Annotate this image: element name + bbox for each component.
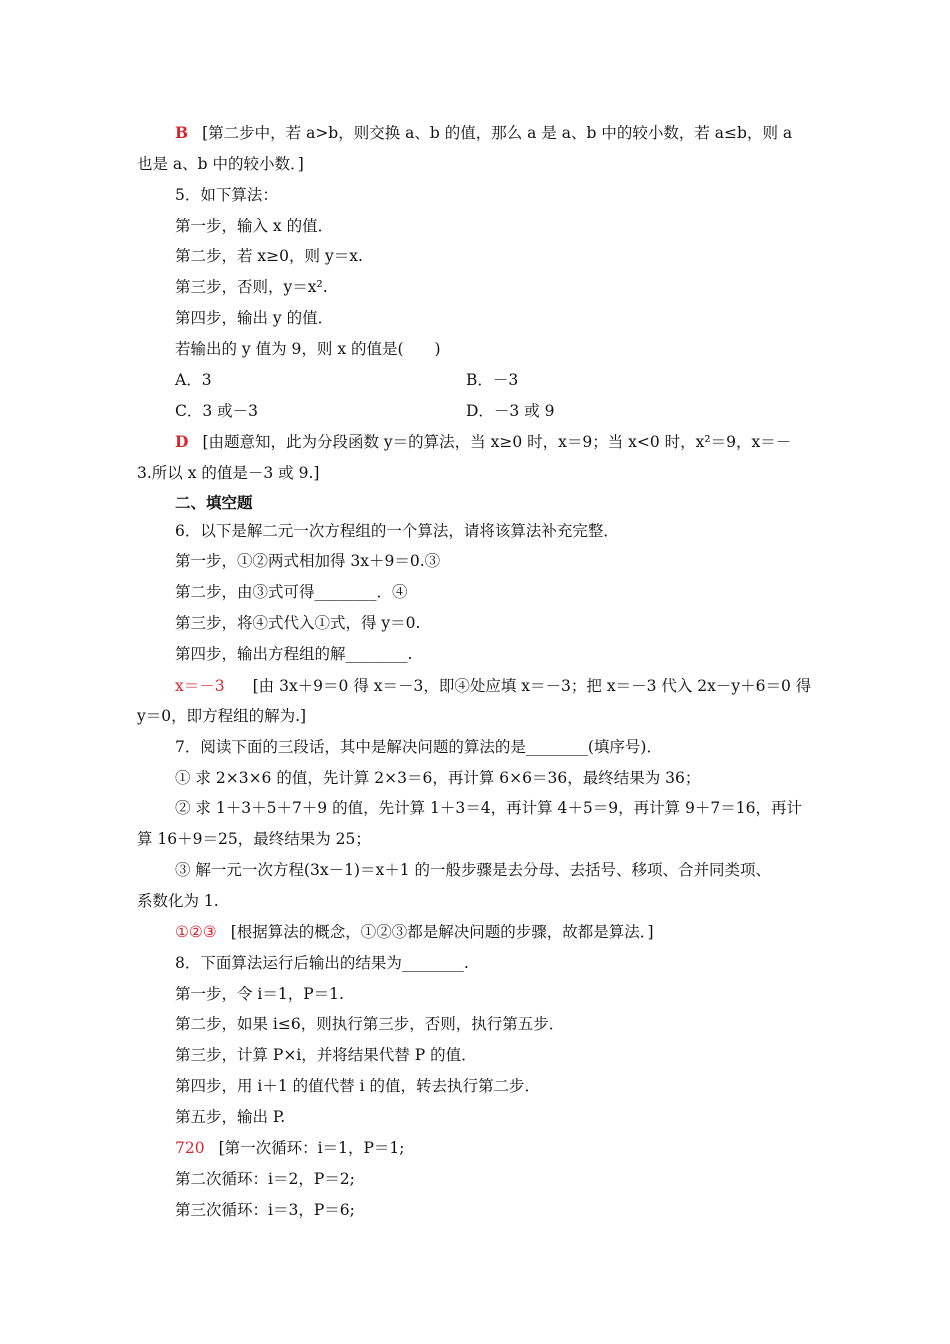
q8-step-2: 第二步，如果 i≤6，则执行第三步，否则，执行第五步．	[175, 1015, 565, 1033]
q5-option-b: B．－3	[466, 371, 519, 389]
q6-answer-line-2: y＝0，即方程组的解为.]	[137, 707, 307, 725]
q6-step-4: 第四步，输出方程组的解________.	[175, 645, 413, 663]
q5-option-a: A．3	[175, 371, 212, 389]
q7-item-3-line-2: 系数化为 1.	[137, 892, 219, 910]
q6-step-2: 第二步，由③式可得________．④	[175, 583, 408, 601]
section-title-fill-in: 二、填空题	[175, 494, 253, 512]
q6-answer-line-1	[175, 675, 855, 697]
q5-step-2: 第二步，若 x≥0，则 y＝x.	[175, 247, 363, 265]
q5-answer-text: [由题意知，此为分段函数 y＝的算法，当 x≥0 时，x＝9；当 x<0 时，x²＝9，x＝－	[202, 433, 792, 451]
q7-answer-text: [根据算法的概念，①②③都是解决问题的步骤，故都是算法．]	[230, 923, 654, 941]
q5-answer-line-2: 3.所以 x 的值是－3 或 9.]	[137, 464, 320, 482]
q4-answer-text: [第二步中，若 a>b，则交换 a、b 的值，那么 a 是 a、b 中的较小数，若 a≤b，则 a	[202, 124, 793, 142]
q7-answer-key: ①②③	[175, 923, 217, 941]
q8-step-4: 第四步，用 i＋1 的值代替 i 的值，转去执行第二步．	[175, 1077, 540, 1095]
q8-loop-3: 第三次循环：i＝3，P＝6;	[175, 1201, 355, 1219]
q5-answer-letter: D	[175, 432, 189, 451]
q4-answer-letter: B	[175, 123, 189, 142]
q5-answer-line-1	[175, 431, 855, 453]
q8-stem: 8．下面算法运行后输出的结果为________.	[175, 954, 469, 972]
q5-options-row-2	[175, 400, 855, 422]
q5-step-4: 第四步，输出 y 的值．	[175, 309, 334, 327]
q5-step-3: 第三步，否则，y＝x².	[175, 278, 328, 296]
q6-step-3: 第三步，将④式代入①式，得 y＝0.	[175, 614, 421, 632]
q8-step-3: 第三步，计算 P×i，并将结果代替 P 的值．	[175, 1046, 477, 1064]
q8-answer-line-1	[175, 1137, 855, 1159]
q5-step-1: 第一步，输入 x 的值．	[175, 217, 334, 235]
q5-stem: 5．如下算法：	[175, 186, 278, 204]
q5-option-d: D．－3 或 9	[466, 402, 555, 420]
q6-step-1: 第一步，①②两式相加得 3x＋9＝0.③	[175, 552, 441, 570]
q5-options-row-1	[175, 369, 855, 391]
q8-loop-1: [第一次循环：i＝1，P＝1;	[218, 1139, 405, 1157]
q6-stem: 6．以下是解二元一次方程组的一个算法，请将该算法补充完整．	[175, 522, 619, 540]
q7-item-3-line-1: ③ 解一元一次方程(3x－1)＝x＋1 的一般步骤是去分母、去括号、移项、合并同类项、	[175, 861, 772, 879]
q8-step-1: 第一步，令 i＝1，P＝1.	[175, 985, 344, 1003]
q5-question: 若输出的 y 值为 9，则 x 的值是( )	[175, 340, 441, 358]
q5-option-c: C．3 或－3	[175, 402, 259, 420]
q7-answer	[175, 921, 855, 943]
q6-answer-key: x＝－3	[175, 677, 225, 695]
q4-answer-line-1	[175, 122, 855, 144]
q7-item-1: ① 求 2×3×6 的值，先计算 2×3＝6，再计算 6×6＝36，最终结果为 36；	[175, 769, 701, 787]
q7-item-2-line-2: 算 16＋9＝25，最终结果为 25；	[137, 830, 371, 848]
q7-stem: 7．阅读下面的三段话，其中是解决问题的算法的是________(填序号)．	[175, 738, 662, 756]
q6-answer-text: [由 3x＋9＝0 得 x＝－3，即④处应填 x＝－3；把 x＝－3 代入 2x－y＋6＝0 得	[252, 677, 812, 695]
q8-answer-key: 720	[175, 1139, 205, 1157]
q8-loop-2: 第二次循环：i＝2，P＝2;	[175, 1170, 355, 1188]
q8-step-5: 第五步，输出 P.	[175, 1108, 286, 1126]
q7-item-2-line-1: ② 求 1＋3＋5＋7＋9 的值，先计算 1＋3＝4，再计算 4＋5＝9，再计算 9＋7＝16，再计	[175, 799, 802, 817]
q4-answer-line-2: 也是 a、b 中的较小数．]	[137, 155, 304, 173]
